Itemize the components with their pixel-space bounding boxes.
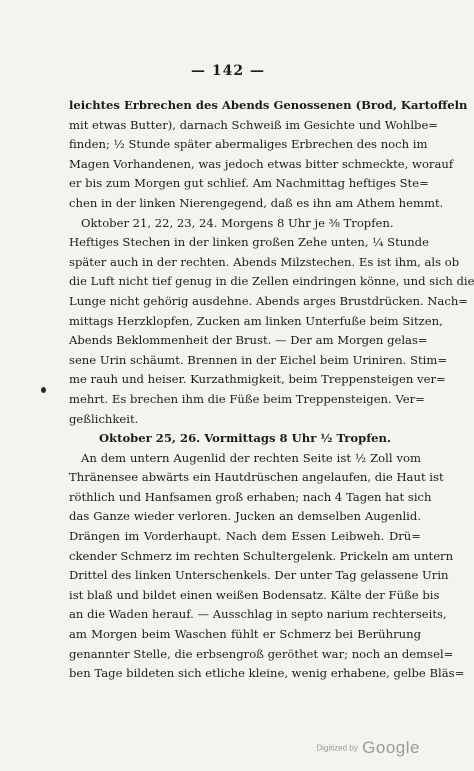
text-line: am Morgen beim Waschen fühlt er Schmerz bei Berührung	[69, 627, 421, 642]
text-line: sene Urin schäumt. Brennen in der Eichel beim Uriniren. Stim=	[69, 352, 448, 367]
text-line: finden; ½ Stunde später abermaliges Erbrechen des noch im	[69, 137, 428, 152]
text-line: Drängen im Vorderhaupt. Nach dem Essen Leibweh. Drü=	[69, 529, 421, 544]
text-line: an die Waden herauf. — Ausschlag in septo narium rechterseits,	[69, 607, 447, 622]
page-number: — 142 —	[191, 63, 265, 79]
text-line: er bis zum Morgen gut schlief. Am Nachmittag heftiges Ste=	[69, 176, 429, 191]
entry-heading: Oktober 21, 22, 23, 24. Morgens 8 Uhr je ⅜ Tropfen.	[81, 215, 394, 230]
text-line: Magen Vorhandenen, was jedoch etwas bitter schmeckte, worauf	[69, 156, 454, 171]
text-line: ben Tage bildeten sich etliche kleine, wenig erhabene, gelbe Bläs=	[69, 666, 465, 681]
watermark-brand: Google	[362, 738, 420, 757]
text-line: Thränensee abwärts ein Hautdrüschen angelaufen, die Haut ist	[69, 470, 444, 485]
text-line: das Ganze wieder verloren. Jucken an demselben Augenlid.	[69, 509, 421, 524]
text-line: Drittel des linken Unterschenkels. Der unter Tag gelassene Urin	[69, 568, 449, 583]
digitization-watermark	[316, 738, 420, 758]
text-line: chen in der linken Nierengegend, daß es ihn am Athem hemmt.	[69, 195, 444, 210]
text-line: ckender Schmerz im rechten Schultergelenk. Prickeln am untern	[69, 548, 454, 563]
text-line: die Luft nicht tief genug in die Zellen eindringen könne, und sich die	[69, 274, 474, 289]
margin-mark	[41, 387, 46, 393]
text-line: me rauh und heiser. Kurzathmigkeit, beim Treppensteigen ver=	[69, 372, 446, 387]
watermark-prefix: Digitized by	[316, 743, 358, 753]
text-line: ist blaß und bildet einen weißen Bodensatz. Kälte der Füße bis	[69, 587, 440, 602]
body-text	[69, 96, 474, 684]
text-line: später auch in der rechten. Abends Milzstechen. Es ist ihm, als ob	[69, 254, 460, 269]
text-line: Heftiges Stechen in der linken großen Zehe unten, ¼ Stunde	[69, 235, 429, 250]
text-line: leichtes Erbrechen des Abends Genossenen (Brod, Kartoffeln	[69, 98, 468, 112]
text-line: An dem untern Augenlid der rechten Seite ist ½ Zoll vom	[81, 450, 421, 465]
text-line: mehrt. Es brechen ihm die Füße beim Treppensteigen. Ver=	[69, 391, 425, 406]
text-line: genannter Stelle, die erbsengroß geröthet war; noch an demsel=	[69, 646, 454, 661]
text-line: röthlich und Hanfsamen groß erhaben; nach 4 Tagen hat sich	[69, 489, 432, 504]
text-line: Lunge nicht gehörig ausdehne. Abends arges Brustdrücken. Nach=	[69, 293, 469, 308]
entry-heading: Oktober 25, 26. Vormittags 8 Uhr ½ Tropfen.	[98, 431, 392, 446]
text-line: mittags Herzklopfen, Zucken am linken Unterfuße beim Sitzen,	[69, 313, 443, 328]
text-line: Abends Beklommenheit der Brust. — Der am Morgen gelas=	[69, 333, 428, 348]
text-line: geßlichkeit.	[69, 411, 139, 426]
text-line: mit etwas Butter), darnach Schweiß im Gesichte und Wohlbe=	[69, 117, 439, 132]
